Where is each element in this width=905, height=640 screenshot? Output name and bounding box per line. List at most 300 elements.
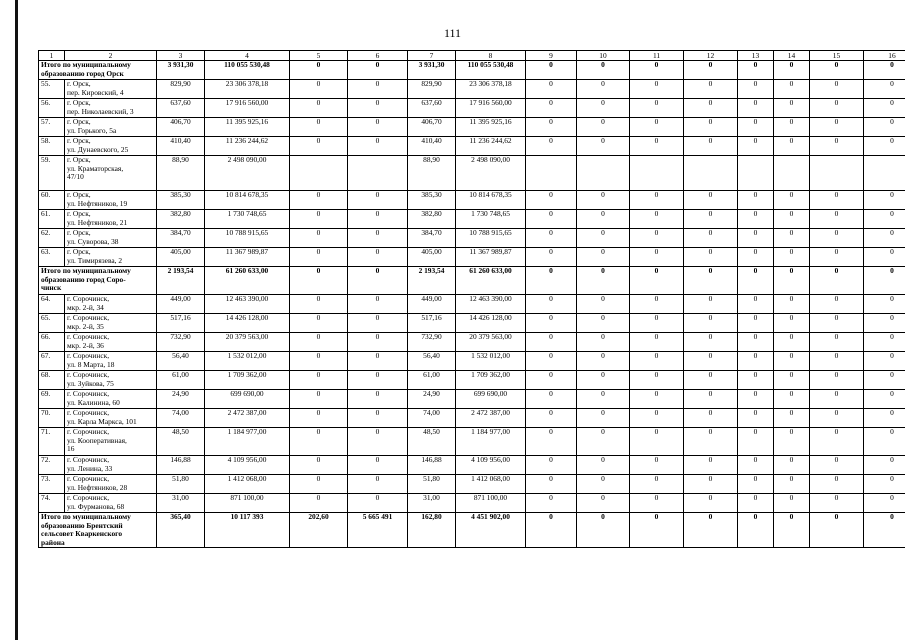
address-cell: г. Орск, пер. Кировский, 4: [65, 80, 157, 99]
value-cell-col-16: 0: [864, 61, 905, 80]
value-cell-col-8: 23 306 378,18: [456, 80, 526, 99]
address-cell: г. Орск, ул. Суворова, 38: [65, 229, 157, 248]
value-cell-col-9: 0: [526, 210, 577, 229]
value-cell-col-4: 2 472 387,00: [205, 409, 290, 428]
value-cell-col-10: 0: [577, 229, 630, 248]
value-cell-col-12: 0: [684, 352, 738, 371]
table-row: [39, 456, 905, 475]
value-cell-col-16: 0: [864, 390, 905, 409]
value-cell-col-11: 0: [630, 390, 684, 409]
value-cell-col-15: 0: [810, 229, 864, 248]
value-cell-col-12: 0: [684, 475, 738, 494]
value-cell-col-6: 0: [348, 118, 408, 137]
value-cell-col-3: 51,80: [157, 475, 205, 494]
value-cell-col-13: 0: [738, 513, 774, 548]
value-cell-col-5: 0: [290, 352, 348, 371]
value-cell-col-9: 0: [526, 295, 577, 314]
value-cell-col-10: 0: [577, 352, 630, 371]
value-cell-col-3: 24,90: [157, 390, 205, 409]
value-cell-col-7: 382,80: [408, 210, 456, 229]
table-row: [39, 229, 905, 248]
value-cell-col-10: 0: [577, 390, 630, 409]
value-cell-col-5: 0: [290, 191, 348, 210]
value-cell-col-16: 0: [864, 191, 905, 210]
value-cell-col-4: 1 184 977,00: [205, 428, 290, 456]
value-cell-col-16: 0: [864, 475, 905, 494]
value-cell-col-6: 0: [348, 428, 408, 456]
value-cell-col-8: 11 395 925,16: [456, 118, 526, 137]
value-cell-col-6: 0: [348, 191, 408, 210]
value-cell-col-9: 0: [526, 352, 577, 371]
value-cell-col-8: 110 055 530,48: [456, 61, 526, 80]
value-cell-col-5: 0: [290, 390, 348, 409]
value-cell-col-11: [630, 156, 684, 191]
table-row: [39, 314, 905, 333]
value-cell-col-10: 0: [577, 61, 630, 80]
row-number: 56.: [39, 99, 65, 118]
address-cell: г. Орск, ул. Нефтяников, 21: [65, 210, 157, 229]
value-cell-col-14: 0: [774, 267, 810, 295]
value-cell-col-13: 0: [738, 333, 774, 352]
value-cell-col-4: 17 916 560,00: [205, 99, 290, 118]
value-cell-col-4: 11 236 244,62: [205, 137, 290, 156]
value-cell-col-10: 0: [577, 191, 630, 210]
value-cell-col-6: 0: [348, 371, 408, 390]
value-cell-col-8: 1 532 012,00: [456, 352, 526, 371]
value-cell-col-8: 11 367 989,87: [456, 248, 526, 267]
value-cell-col-13: 0: [738, 210, 774, 229]
value-cell-col-5: 0: [290, 137, 348, 156]
value-cell-col-4: 1 730 748,65: [205, 210, 290, 229]
row-number: 74.: [39, 494, 65, 513]
value-cell-col-16: 0: [864, 456, 905, 475]
value-cell-col-3: 31,00: [157, 494, 205, 513]
value-cell-col-12: 0: [684, 390, 738, 409]
value-cell-col-10: 0: [577, 409, 630, 428]
value-cell-col-10: 0: [577, 371, 630, 390]
value-cell-col-12: 0: [684, 409, 738, 428]
table-row: [39, 118, 905, 137]
value-cell-col-14: 0: [774, 137, 810, 156]
table-row: [39, 99, 905, 118]
row-number: 61.: [39, 210, 65, 229]
value-cell-col-7: 56,40: [408, 352, 456, 371]
value-cell-col-8: 1 709 362,00: [456, 371, 526, 390]
value-cell-col-13: 0: [738, 118, 774, 137]
value-cell-col-4: 10 117 393: [205, 513, 290, 548]
value-cell-col-6: 0: [348, 390, 408, 409]
value-cell-col-10: 0: [577, 118, 630, 137]
value-cell-col-7: 146,88: [408, 456, 456, 475]
value-cell-col-8: 14 426 128,00: [456, 314, 526, 333]
value-cell-col-11: 0: [630, 295, 684, 314]
value-cell-col-9: [526, 156, 577, 191]
value-cell-col-6: 0: [348, 352, 408, 371]
value-cell-col-3: 56,40: [157, 352, 205, 371]
table-row: [39, 352, 905, 371]
value-cell-col-4: 4 109 956,00: [205, 456, 290, 475]
value-cell-col-4: 61 260 633,00: [205, 267, 290, 295]
value-cell-col-8: 1 412 068,00: [456, 475, 526, 494]
housing-register-table: [38, 50, 905, 548]
value-cell-col-16: 0: [864, 333, 905, 352]
row-number: 62.: [39, 229, 65, 248]
column-number: 16: [864, 51, 905, 61]
row-number: 67.: [39, 352, 65, 371]
column-number: 14: [774, 51, 810, 61]
value-cell-col-11: 0: [630, 314, 684, 333]
value-cell-col-14: 0: [774, 352, 810, 371]
address-cell: г. Сорочинск, ул. Ленина, 33: [65, 456, 157, 475]
value-cell-col-11: 0: [630, 229, 684, 248]
value-cell-col-15: 0: [810, 99, 864, 118]
value-cell-col-13: 0: [738, 314, 774, 333]
value-cell-col-13: 0: [738, 61, 774, 80]
value-cell-col-12: 0: [684, 428, 738, 456]
value-cell-col-8: 61 260 633,00: [456, 267, 526, 295]
value-cell-col-8: 11 236 244,62: [456, 137, 526, 156]
value-cell-col-7: 829,90: [408, 80, 456, 99]
value-cell-col-4: 14 426 128,00: [205, 314, 290, 333]
value-cell-col-15: 0: [810, 137, 864, 156]
table-row: [39, 191, 905, 210]
value-cell-col-3: 365,40: [157, 513, 205, 548]
value-cell-col-3: 449,00: [157, 295, 205, 314]
value-cell-col-7: 31,00: [408, 494, 456, 513]
row-number: 60.: [39, 191, 65, 210]
value-cell-col-7: 384,70: [408, 229, 456, 248]
subtotal-label: Итого по муниципальному образованию Брентский сельсовет Кваркенского района: [39, 513, 157, 548]
column-number: 15: [810, 51, 864, 61]
value-cell-col-14: 0: [774, 210, 810, 229]
table-row: [39, 333, 905, 352]
value-cell-col-12: 0: [684, 61, 738, 80]
value-cell-col-8: 1 184 977,00: [456, 428, 526, 456]
value-cell-col-15: 0: [810, 494, 864, 513]
value-cell-col-6: 0: [348, 295, 408, 314]
value-cell-col-14: [774, 156, 810, 191]
value-cell-col-14: 0: [774, 248, 810, 267]
value-cell-col-11: 0: [630, 118, 684, 137]
value-cell-col-11: 0: [630, 475, 684, 494]
value-cell-col-3: 637,60: [157, 99, 205, 118]
column-number: 6: [348, 51, 408, 61]
value-cell-col-9: 0: [526, 428, 577, 456]
address-cell: г. Орск, ул. Тимирязева, 2: [65, 248, 157, 267]
value-cell-col-5: 0: [290, 333, 348, 352]
value-cell-col-10: 0: [577, 267, 630, 295]
value-cell-col-5: 202,60: [290, 513, 348, 548]
address-cell: г. Сорочинск, ул. Фурманова, 68: [65, 494, 157, 513]
value-cell-col-14: 0: [774, 314, 810, 333]
value-cell-col-5: 0: [290, 229, 348, 248]
value-cell-col-16: 0: [864, 99, 905, 118]
value-cell-col-6: 0: [348, 248, 408, 267]
value-cell-col-14: 0: [774, 390, 810, 409]
address-cell: г. Сорочинск, ул. Карла Маркса, 101: [65, 409, 157, 428]
value-cell-col-10: 0: [577, 513, 630, 548]
value-cell-col-10: 0: [577, 314, 630, 333]
value-cell-col-12: 0: [684, 137, 738, 156]
value-cell-col-9: 0: [526, 513, 577, 548]
value-cell-col-11: 0: [630, 267, 684, 295]
value-cell-col-4: 871 100,00: [205, 494, 290, 513]
value-cell-col-4: 10 814 678,35: [205, 191, 290, 210]
value-cell-col-7: 410,40: [408, 137, 456, 156]
value-cell-col-14: 0: [774, 409, 810, 428]
address-cell: г. Сорочинск, ул. Зуйкова, 75: [65, 371, 157, 390]
subtotal-row: [39, 513, 905, 548]
value-cell-col-15: 0: [810, 333, 864, 352]
value-cell-col-9: 0: [526, 494, 577, 513]
value-cell-col-12: 0: [684, 229, 738, 248]
value-cell-col-15: 0: [810, 352, 864, 371]
table-row: [39, 248, 905, 267]
value-cell-col-7: 385,30: [408, 191, 456, 210]
value-cell-col-5: 0: [290, 409, 348, 428]
value-cell-col-15: [810, 156, 864, 191]
value-cell-col-10: 0: [577, 428, 630, 456]
column-number: 11: [630, 51, 684, 61]
value-cell-col-16: [864, 156, 905, 191]
value-cell-col-6: [348, 156, 408, 191]
value-cell-col-14: 0: [774, 456, 810, 475]
page-margin-rule: [15, 0, 18, 640]
value-cell-col-14: 0: [774, 494, 810, 513]
value-cell-col-15: 0: [810, 118, 864, 137]
value-cell-col-15: 0: [810, 61, 864, 80]
address-cell: г. Сорочинск, ул. Калинина, 60: [65, 390, 157, 409]
column-number: 9: [526, 51, 577, 61]
address-cell: г. Сорочинск, ул. Кооперативная, 16: [65, 428, 157, 456]
table-row: [39, 137, 905, 156]
value-cell-col-13: 0: [738, 137, 774, 156]
table-body: [39, 51, 905, 548]
value-cell-col-14: 0: [774, 99, 810, 118]
row-number: 68.: [39, 371, 65, 390]
row-number: 71.: [39, 428, 65, 456]
value-cell-col-15: 0: [810, 409, 864, 428]
value-cell-col-7: 449,00: [408, 295, 456, 314]
value-cell-col-12: 0: [684, 210, 738, 229]
value-cell-col-8: 20 379 563,00: [456, 333, 526, 352]
value-cell-col-16: 0: [864, 314, 905, 333]
value-cell-col-5: 0: [290, 475, 348, 494]
value-cell-col-5: 0: [290, 99, 348, 118]
value-cell-col-14: 0: [774, 371, 810, 390]
value-cell-col-4: 12 463 390,00: [205, 295, 290, 314]
row-number: 64.: [39, 295, 65, 314]
row-number: 72.: [39, 456, 65, 475]
value-cell-col-13: 0: [738, 229, 774, 248]
value-cell-col-13: 0: [738, 248, 774, 267]
value-cell-col-11: 0: [630, 61, 684, 80]
column-number: 1: [39, 51, 65, 61]
value-cell-col-9: 0: [526, 333, 577, 352]
subtotal-row: [39, 267, 905, 295]
value-cell-col-12: 0: [684, 99, 738, 118]
value-cell-col-16: 0: [864, 409, 905, 428]
value-cell-col-3: 48,50: [157, 428, 205, 456]
value-cell-col-4: 10 788 915,65: [205, 229, 290, 248]
value-cell-col-16: 0: [864, 210, 905, 229]
table-row: [39, 156, 905, 191]
table-row: [39, 409, 905, 428]
value-cell-col-6: 0: [348, 137, 408, 156]
value-cell-col-13: [738, 156, 774, 191]
value-cell-col-6: 0: [348, 409, 408, 428]
value-cell-col-5: 0: [290, 61, 348, 80]
value-cell-col-14: 0: [774, 191, 810, 210]
table-row: [39, 295, 905, 314]
value-cell-col-15: 0: [810, 475, 864, 494]
value-cell-col-9: 0: [526, 371, 577, 390]
value-cell-col-8: 10 788 915,65: [456, 229, 526, 248]
value-cell-col-15: 0: [810, 295, 864, 314]
value-cell-col-6: 0: [348, 99, 408, 118]
value-cell-col-9: 0: [526, 137, 577, 156]
value-cell-col-8: 2 472 387,00: [456, 409, 526, 428]
value-cell-col-11: 0: [630, 456, 684, 475]
subtotal-label: Итого по муниципальному образованию город Соро- чинск: [39, 267, 157, 295]
address-cell: г. Сорочинск, мкр. 2-й, 34: [65, 295, 157, 314]
value-cell-col-6: 5 665 491: [348, 513, 408, 548]
value-cell-col-15: 0: [810, 80, 864, 99]
value-cell-col-6: 0: [348, 314, 408, 333]
value-cell-col-15: 0: [810, 456, 864, 475]
value-cell-col-16: 0: [864, 267, 905, 295]
value-cell-col-16: 0: [864, 352, 905, 371]
value-cell-col-13: 0: [738, 352, 774, 371]
value-cell-col-12: 0: [684, 248, 738, 267]
value-cell-col-5: 0: [290, 210, 348, 229]
value-cell-col-10: 0: [577, 475, 630, 494]
value-cell-col-7: 88,90: [408, 156, 456, 191]
value-cell-col-11: 0: [630, 352, 684, 371]
value-cell-col-4: 2 498 090,00: [205, 156, 290, 191]
value-cell-col-4: 110 055 530,48: [205, 61, 290, 80]
value-cell-col-8: 4 451 902,00: [456, 513, 526, 548]
value-cell-col-7: 405,00: [408, 248, 456, 267]
table-row: [39, 80, 905, 99]
value-cell-col-4: 20 379 563,00: [205, 333, 290, 352]
value-cell-col-3: 517,16: [157, 314, 205, 333]
table-row: [39, 428, 905, 456]
value-cell-col-5: 0: [290, 118, 348, 137]
value-cell-col-16: 0: [864, 428, 905, 456]
value-cell-col-5: 0: [290, 494, 348, 513]
value-cell-col-13: 0: [738, 390, 774, 409]
address-cell: г. Орск, пер. Николаевский, 3: [65, 99, 157, 118]
address-cell: г. Сорочинск, мкр. 2-й, 35: [65, 314, 157, 333]
value-cell-col-15: 0: [810, 428, 864, 456]
value-cell-col-12: 0: [684, 333, 738, 352]
column-number: 7: [408, 51, 456, 61]
value-cell-col-5: 0: [290, 248, 348, 267]
value-cell-col-10: 0: [577, 137, 630, 156]
value-cell-col-8: 871 100,00: [456, 494, 526, 513]
column-number: 8: [456, 51, 526, 61]
value-cell-col-12: 0: [684, 295, 738, 314]
value-cell-col-5: 0: [290, 295, 348, 314]
row-number: 73.: [39, 475, 65, 494]
value-cell-col-7: 51,80: [408, 475, 456, 494]
column-number: 10: [577, 51, 630, 61]
value-cell-col-15: 0: [810, 314, 864, 333]
value-cell-col-3: 74,00: [157, 409, 205, 428]
address-cell: г. Орск, ул. Дунаевского, 25: [65, 137, 157, 156]
value-cell-col-4: 11 395 925,16: [205, 118, 290, 137]
value-cell-col-13: 0: [738, 475, 774, 494]
row-number: 70.: [39, 409, 65, 428]
value-cell-col-13: 0: [738, 191, 774, 210]
value-cell-col-15: 0: [810, 267, 864, 295]
table-row: [39, 210, 905, 229]
subtotal-label: Итого по муниципальному образованию город Орск: [39, 61, 157, 80]
page-number: 111: [443, 26, 462, 40]
value-cell-col-12: 0: [684, 118, 738, 137]
value-cell-col-11: 0: [630, 191, 684, 210]
table-row: [39, 390, 905, 409]
value-cell-col-11: 0: [630, 137, 684, 156]
value-cell-col-12: 0: [684, 494, 738, 513]
value-cell-col-9: 0: [526, 267, 577, 295]
value-cell-col-5: 0: [290, 456, 348, 475]
value-cell-col-16: 0: [864, 118, 905, 137]
value-cell-col-3: 406,70: [157, 118, 205, 137]
value-cell-col-6: 0: [348, 210, 408, 229]
address-cell: г. Орск, ул. Краматорская, 47/10: [65, 156, 157, 191]
value-cell-col-10: [577, 156, 630, 191]
value-cell-col-13: 0: [738, 456, 774, 475]
row-number: 65.: [39, 314, 65, 333]
row-number: 66.: [39, 333, 65, 352]
value-cell-col-16: 0: [864, 137, 905, 156]
value-cell-col-16: 0: [864, 295, 905, 314]
value-cell-col-8: 2 498 090,00: [456, 156, 526, 191]
value-cell-col-3: 410,40: [157, 137, 205, 156]
value-cell-col-14: 0: [774, 428, 810, 456]
value-cell-col-7: 74,00: [408, 409, 456, 428]
column-number-row: [39, 51, 905, 61]
value-cell-col-12: 0: [684, 80, 738, 99]
address-cell: г. Сорочинск, ул. 8 Марта, 18: [65, 352, 157, 371]
value-cell-col-3: 829,90: [157, 80, 205, 99]
value-cell-col-9: 0: [526, 99, 577, 118]
value-cell-col-3: 732,90: [157, 333, 205, 352]
value-cell-col-6: 0: [348, 229, 408, 248]
value-cell-col-10: 0: [577, 210, 630, 229]
row-number: 59.: [39, 156, 65, 191]
value-cell-col-11: 0: [630, 80, 684, 99]
subtotal-row: [39, 61, 905, 80]
value-cell-col-9: 0: [526, 475, 577, 494]
value-cell-col-4: 1 709 362,00: [205, 371, 290, 390]
value-cell-col-6: 0: [348, 475, 408, 494]
value-cell-col-9: 0: [526, 118, 577, 137]
value-cell-col-8: 1 730 748,65: [456, 210, 526, 229]
value-cell-col-13: 0: [738, 99, 774, 118]
value-cell-col-4: 1 532 012,00: [205, 352, 290, 371]
value-cell-col-6: 0: [348, 494, 408, 513]
value-cell-col-9: 0: [526, 390, 577, 409]
value-cell-col-16: 0: [864, 371, 905, 390]
value-cell-col-3: 382,80: [157, 210, 205, 229]
row-number: 69.: [39, 390, 65, 409]
value-cell-col-3: 384,70: [157, 229, 205, 248]
value-cell-col-6: 0: [348, 333, 408, 352]
address-cell: г. Сорочинск, ул. Нефтяников, 28: [65, 475, 157, 494]
